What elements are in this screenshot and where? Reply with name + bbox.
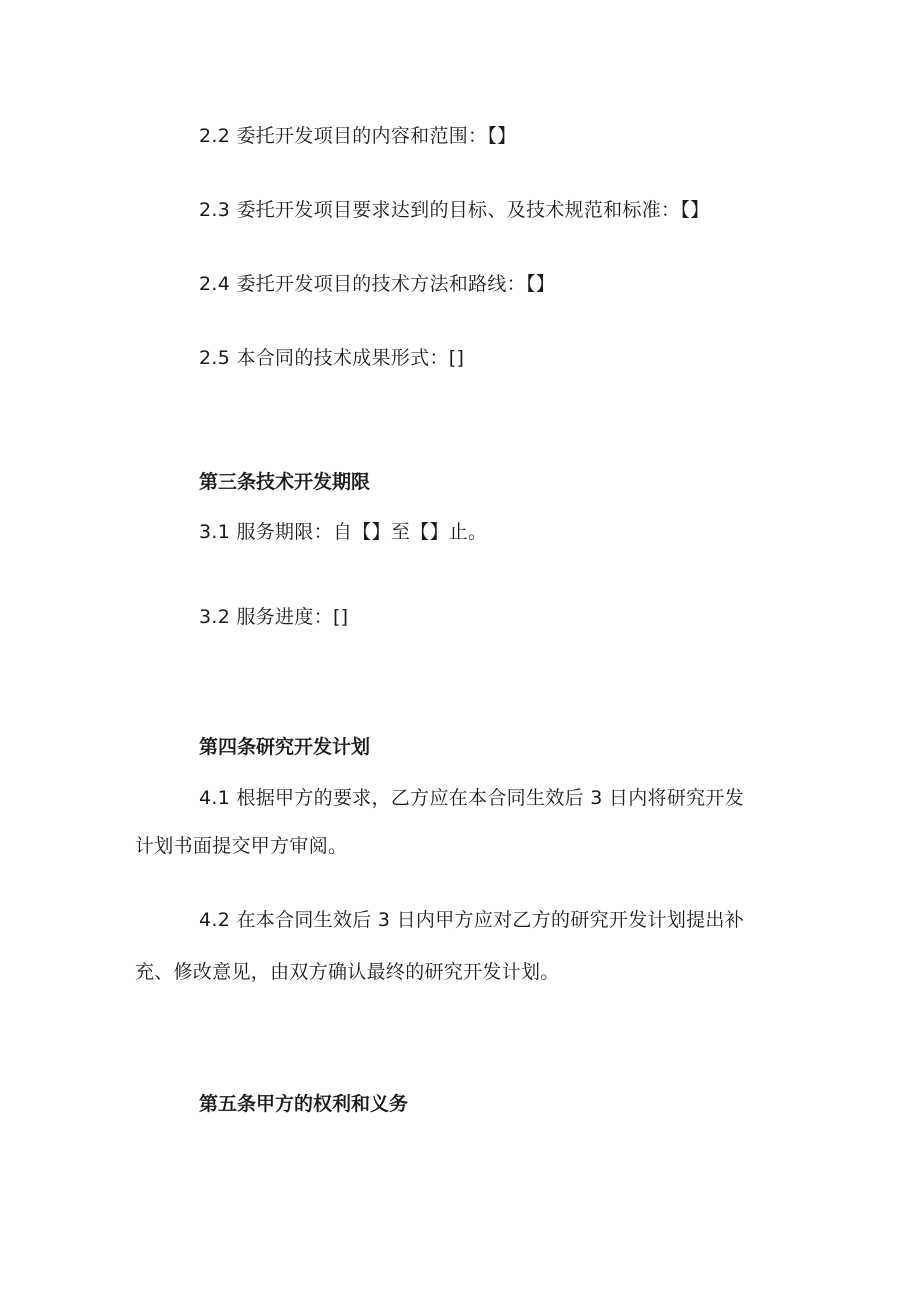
section-4-heading: 第四条研究开发计划 [199, 736, 371, 758]
clause-2-3: 2.3 委托开发项目要求达到的目标、及技术规范和标准：【】 [199, 199, 710, 221]
clause-2-2: 2.2 委托开发项目的内容和范围：【】 [199, 125, 517, 147]
clause-2-5: 2.5 本合同的技术成果形式：[] [199, 347, 465, 369]
clause-3-1: 3.1 服务期限：自【】至【】止。 [199, 521, 488, 543]
clause-4-1-line2: 计划书面提交甲方审阅。 [135, 835, 348, 857]
clause-4-2-line2: 充、修改意见，由双方确认最终的研究开发计划。 [135, 961, 560, 983]
clause-3-2: 3.2 服务进度：[] [199, 606, 349, 628]
clause-2-4: 2.4 委托开发项目的技术方法和路线：【】 [199, 273, 556, 295]
section-3-heading: 第三条技术开发期限 [199, 471, 371, 493]
clause-4-2-line1: 4.2 在本合同生效后 3 日内甲方应对乙方的研究开发计划提出补 [199, 909, 745, 931]
clause-4-1-line1: 4.1 根据甲方的要求，乙方应在本合同生效后 3 日内将研究开发 [199, 787, 745, 809]
section-5-heading: 第五条甲方的权利和义务 [199, 1093, 409, 1115]
